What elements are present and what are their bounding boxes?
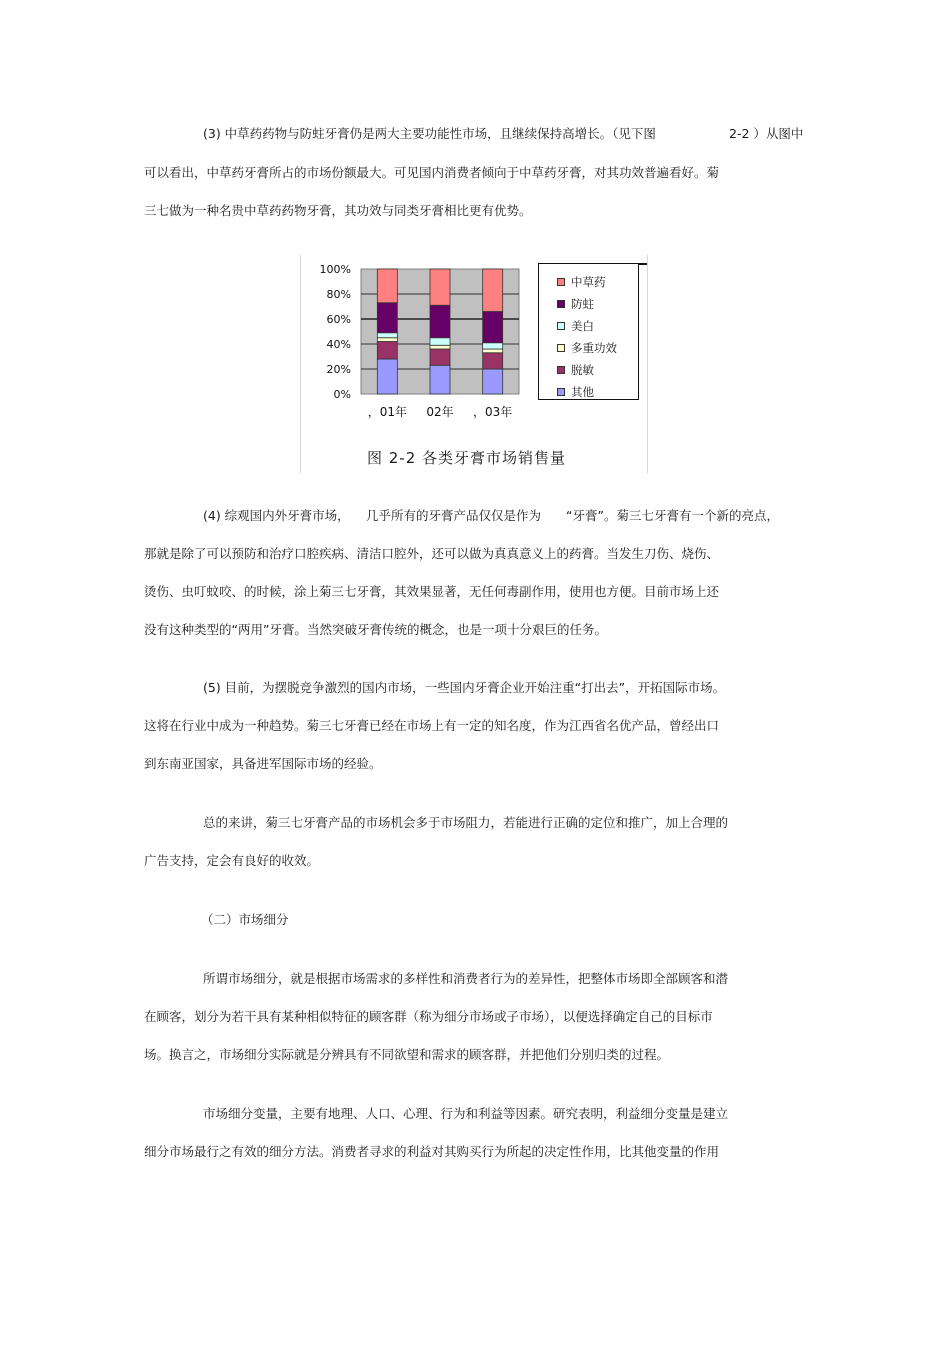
summary-line1: 总的来讲，菊三七牙膏产品的市场机会多于市场阻力，若能进行正确的定位和推广，加上合理的 (203, 815, 729, 830)
legend-swatch (557, 344, 565, 352)
para4-line2: 那就是除了可以预防和治疗口腔疾病、清洁口腔外，还可以做为真真意义上的药膏。当发生刀伤、烧伤、 (144, 546, 720, 561)
para3-line2: 可以看出，中草药牙膏所占的市场份额最大。可见国内消费者倾向于中草药牙膏，对其功效普遍看好。菊 (144, 165, 720, 180)
para3-line1-ref: 2-2 ）从图中 (729, 126, 804, 141)
bar-segment (483, 312, 503, 343)
y-tick-label: 60% (326, 313, 351, 326)
x-tick-label: 02年 (426, 405, 454, 419)
para3-line1: (3) 中草药药物与防蛀牙膏仍是两大主要功能性市场，且继续保持高增长。（见下图 (203, 126, 656, 141)
para5-line2: 这将在行业中成为一种趋势。菊三七牙膏已经在市场上有一定的知名度，作为江西省名优产品，曾经出口 (144, 718, 720, 733)
para4-line1-a: (4) 综观国内外牙膏市场， (203, 508, 350, 523)
x-tick-label: ，03年 (473, 405, 513, 419)
para4-line1-b: 几乎所有的牙膏产品仅仅是作为 (366, 508, 542, 523)
legend-swatch (557, 366, 565, 374)
legend-swatch (557, 278, 565, 286)
figure-caption: 图 2-2 各类牙膏市场销售量 (367, 449, 567, 467)
section-title: （二）市场细分 (201, 912, 289, 927)
bar-segment (377, 333, 397, 338)
bar-segment (483, 269, 503, 312)
bar-segment (377, 359, 397, 394)
bar-segment (483, 349, 503, 353)
y-tick-label: 40% (326, 338, 351, 351)
figure-2-2 (300, 255, 648, 473)
legend-label: 美白 (571, 319, 594, 333)
bar-segment (430, 305, 450, 338)
seg2-line1: 市场细分变量，主要有地理、人口、心理、行为和利益等因素。研究表明，利益细分变量是建立 (203, 1106, 729, 1121)
seg1-line3: 场。换言之，市场细分实际就是分辨具有不同欲望和需求的顾客群，并把他们分别归类的过程。 (144, 1047, 670, 1062)
bar-segment (430, 269, 450, 305)
para5-line3: 到东南亚国家，具备进军国际市场的经验。 (144, 756, 382, 771)
stacked-bar-chart (301, 255, 537, 435)
bar-segment (430, 345, 450, 349)
y-tick-label: 100% (319, 263, 351, 276)
legend-swatch (557, 388, 565, 396)
para3-line3: 三七做为一种名贵中草药药物牙膏，其功效与同类牙膏相比更有优势。 (144, 203, 532, 218)
bar-segment (377, 303, 397, 333)
y-tick-label: 0% (333, 388, 351, 401)
y-tick-label: 20% (326, 363, 351, 376)
chart-legend (538, 263, 639, 400)
bar-segment (430, 365, 450, 394)
bar-segment (483, 353, 503, 369)
bar-segment (430, 349, 450, 365)
para4-line1-c: “牙膏”。菊三七牙膏有一个新的亮点， (566, 508, 779, 523)
legend-label: 脱敏 (571, 363, 594, 377)
legend-label: 防蛀 (571, 297, 594, 311)
legend-label: 中草药 (571, 275, 606, 289)
para4-line3: 烫伤、虫叮蚊咬、的时候，涂上菊三七牙膏，其效果显著，无任何毒副作用，使用也方便。目前市场上还 (144, 584, 720, 599)
legend-label: 多重功效 (571, 341, 617, 355)
x-tick-label: ，01年 (367, 405, 407, 419)
y-tick-label: 80% (326, 288, 351, 301)
legend-swatch (557, 300, 565, 308)
legend-top-bar (639, 263, 647, 265)
legend-label: 其他 (571, 385, 594, 399)
seg1-line1: 所谓市场细分，就是根据市场需求的多样性和消费者行为的差异性，把整体市场即全部顾客和潜 (203, 971, 729, 986)
bar-segment (483, 369, 503, 394)
summary-line2: 广告支持，定会有良好的收效。 (144, 853, 320, 868)
legend-swatch (557, 322, 565, 330)
bar-segment (377, 342, 397, 360)
bar-segment (377, 269, 397, 303)
bar-segment (430, 338, 450, 346)
seg1-line2: 在顾客，划分为若干具有某种相似特征的顾客群（称为细分市场或子市场），以便选择确定自己的目标市 (144, 1009, 713, 1024)
bar-segment (377, 338, 397, 342)
para5-line1: (5) 目前，为摆脱竞争激烈的国内市场，一些国内牙膏企业开始注重“打出去”，开拓国际市场。 (203, 680, 726, 695)
para4-line4: 没有这种类型的“两用”牙膏。当然突破牙膏传统的概念，也是一项十分艰巨的任务。 (144, 622, 607, 637)
seg2-line2: 细分市场最行之有效的细分方法。消费者寻求的利益对其购买行为所起的决定性作用，比其他变量的作用 (144, 1144, 720, 1159)
bar-segment (483, 343, 503, 349)
